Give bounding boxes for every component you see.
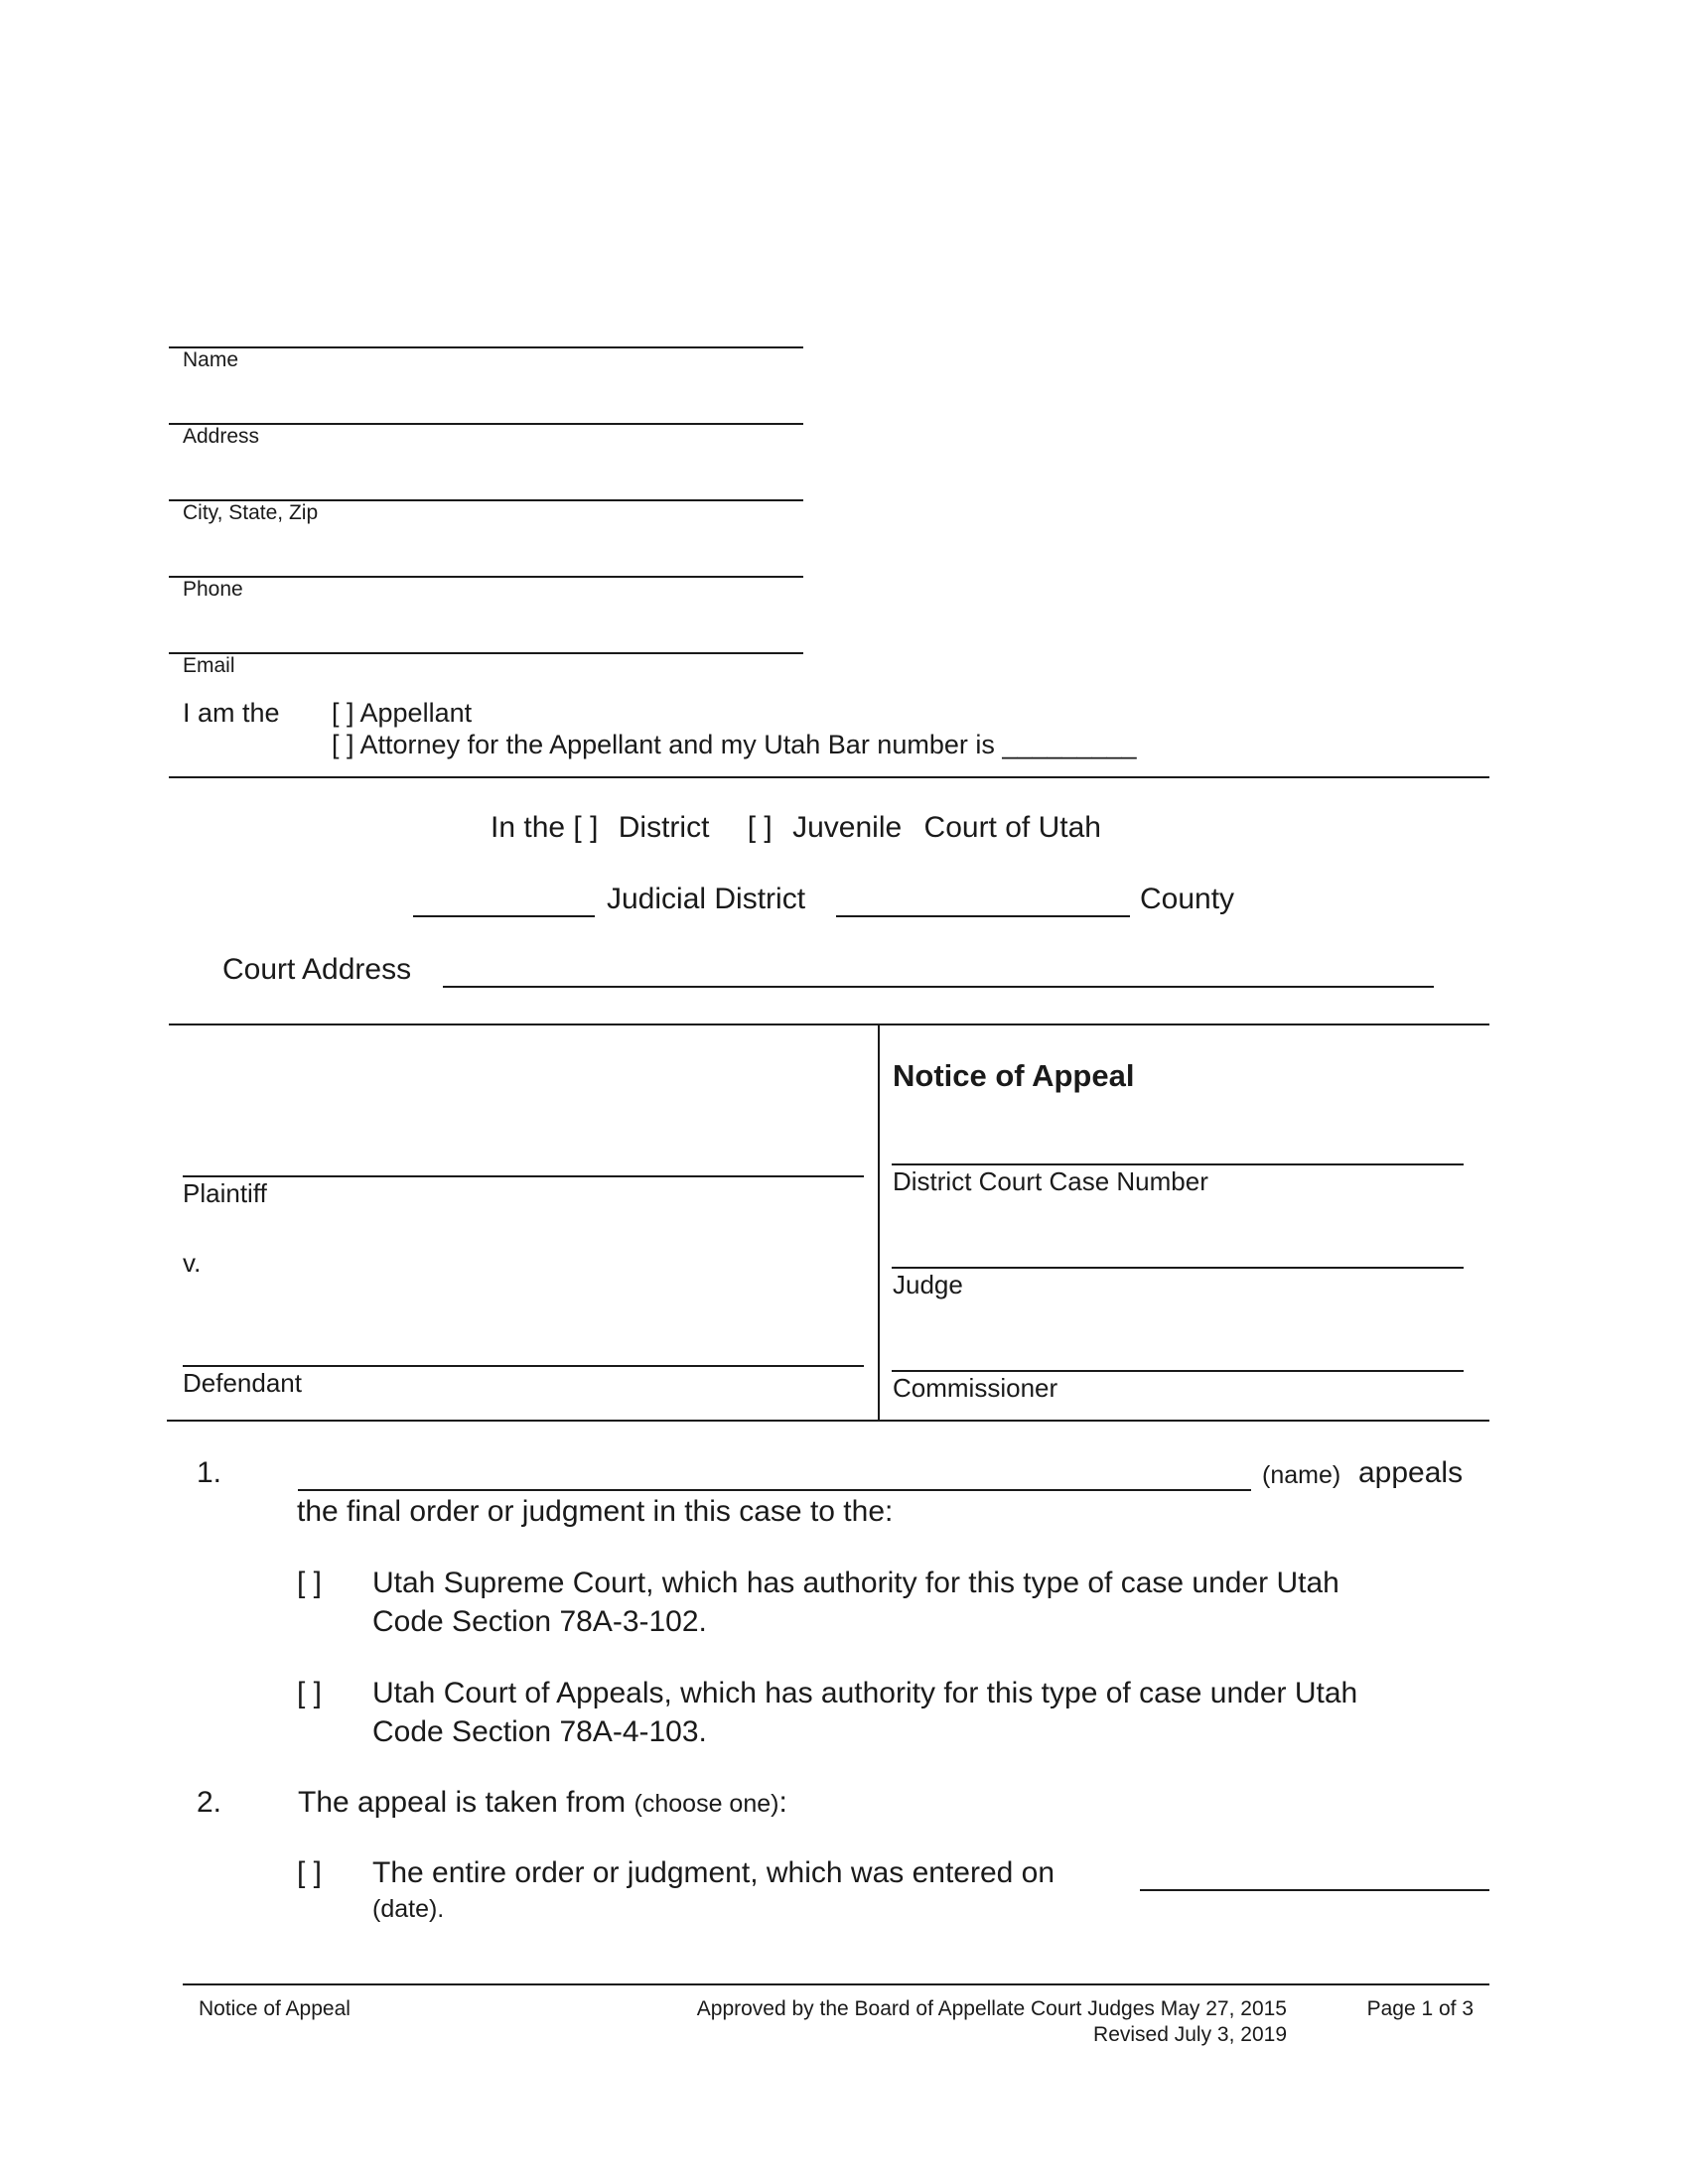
item1-line2: the final order or judgment in this case to the: [297, 1495, 894, 1528]
filer-divider [169, 776, 1489, 778]
caption-bottom-border [167, 1420, 1489, 1422]
plaintiff-label: Plaintiff [183, 1178, 267, 1208]
item2-text [298, 1786, 787, 1820]
attorney-option-label: [ ] Attorney for the Appellant and my Utah Bar number is [332, 730, 995, 759]
versus-label: v. [183, 1248, 202, 1278]
item2-colon: : [778, 1786, 787, 1819]
name-label: Name [183, 348, 239, 371]
juvenile-checkbox[interactable]: [ ] [747, 811, 773, 844]
footer-revised: Revised July 3, 2019 [1093, 2023, 1287, 2046]
name-line[interactable] [169, 346, 803, 348]
commissioner-line[interactable] [892, 1370, 1464, 1372]
court-of-utah-label: Court of Utah [923, 811, 1101, 844]
case-number-line[interactable] [892, 1163, 1464, 1165]
appellant-option[interactable]: [ ] Appellant [332, 698, 473, 728]
county-label: County [1140, 883, 1235, 915]
judge-line[interactable] [892, 1267, 1464, 1269]
supreme-court-checkbox[interactable]: [ ] [297, 1567, 323, 1599]
email-line[interactable] [169, 652, 803, 654]
court-type-line [491, 811, 1101, 845]
caption-divider [878, 1024, 880, 1422]
address-label: Address [183, 425, 260, 448]
item1-appeals: appeals [1358, 1456, 1464, 1489]
supreme-court-line1: Utah Supreme Court, which has authority for this type of case under Utah [372, 1567, 1339, 1599]
attorney-option[interactable] [332, 730, 1137, 760]
footer-page-number: Page 1 of 3 [1366, 1997, 1474, 2020]
email-label: Email [183, 654, 235, 677]
county-blank[interactable] [836, 915, 1130, 917]
entire-order-line1: The entire order or judgment, which was entered on [372, 1856, 1055, 1889]
item2-hint: (choose one) [633, 1790, 779, 1818]
i-am-the-label: I am the [183, 698, 280, 728]
plaintiff-line[interactable] [183, 1175, 864, 1177]
notice-title: Notice of Appeal [893, 1058, 1135, 1093]
footer-divider [183, 1983, 1489, 1985]
case-number-label: District Court Case Number [893, 1166, 1208, 1196]
item1-number: 1. [197, 1456, 222, 1489]
court-of-appeals-line2: Code Section 78A-4-103. [372, 1715, 707, 1748]
defendant-line[interactable] [183, 1365, 864, 1367]
footer-form-name: Notice of Appeal [199, 1997, 351, 2020]
address-line[interactable] [169, 423, 803, 425]
supreme-court-line2: Code Section 78A-3-102. [372, 1605, 707, 1638]
entire-order-date-hint: (date). [372, 1895, 445, 1923]
footer-approved: Approved by the Board of Appellate Court Judges May 27, 2015 [696, 1997, 1287, 2020]
district-checkbox[interactable]: In the [ ] [491, 811, 599, 844]
entire-order-checkbox[interactable]: [ ] [297, 1856, 323, 1889]
judicial-district-label: Judicial District [607, 883, 806, 915]
phone-line[interactable] [169, 576, 803, 578]
phone-label: Phone [183, 578, 243, 601]
appellant-name-blank[interactable] [298, 1489, 1251, 1491]
court-of-appeals-line1: Utah Court of Appeals, which has authority for this type of case under Utah [372, 1677, 1358, 1709]
bar-number-blank[interactable]: _________ [1002, 730, 1137, 759]
judicial-district-blank[interactable] [413, 915, 595, 917]
court-address-label: Court Address [222, 953, 412, 986]
item1-name-hint: (name) [1262, 1461, 1341, 1489]
court-of-appeals-checkbox[interactable]: [ ] [297, 1677, 323, 1709]
item2-main: The appeal is taken from [298, 1786, 627, 1819]
juvenile-label: Juvenile [792, 811, 903, 844]
judge-label: Judge [893, 1270, 963, 1299]
item2-number: 2. [197, 1786, 222, 1819]
defendant-label: Defendant [183, 1368, 302, 1398]
caption-top-border [169, 1024, 1489, 1025]
city-state-zip-label: City, State, Zip [183, 501, 319, 524]
commissioner-label: Commissioner [893, 1373, 1058, 1403]
court-address-blank[interactable] [443, 986, 1434, 988]
entered-date-blank[interactable] [1140, 1889, 1489, 1891]
district-label: District [618, 811, 710, 844]
